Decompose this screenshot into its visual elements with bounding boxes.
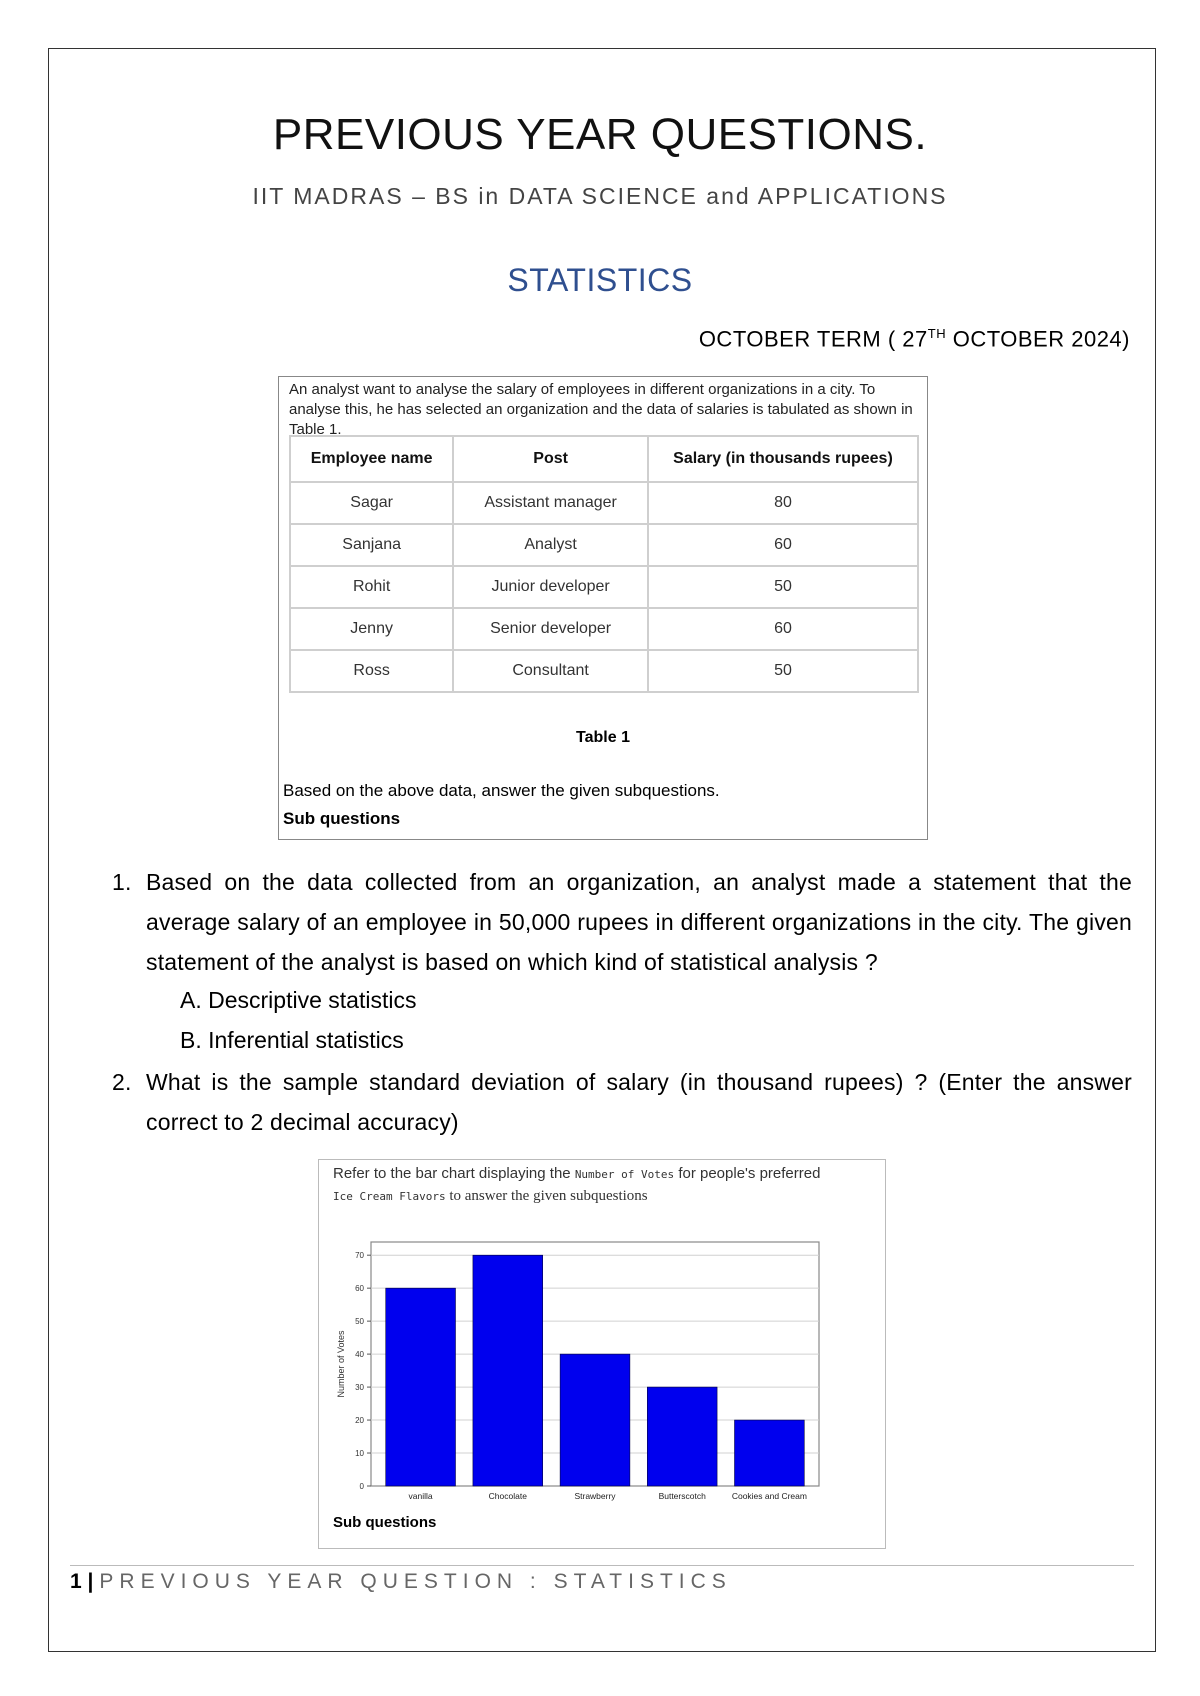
- salary-table: [289, 435, 919, 693]
- chart-excerpt: [318, 1159, 886, 1549]
- header-post: Post: [453, 436, 648, 482]
- question-1: [112, 862, 1132, 982]
- term-superscript: TH: [927, 326, 947, 341]
- page-title: PREVIOUS YEAR QUESTIONS.: [272, 110, 928, 159]
- option-b: B. Inferential statistics: [180, 1027, 404, 1053]
- table-row: [290, 608, 918, 650]
- term-suffix: OCTOBER 2024): [946, 326, 1130, 352]
- cell-salary: 50: [648, 650, 918, 692]
- header-employee-name: Employee name: [290, 436, 453, 482]
- intro-code-votes: Number of Votes: [574, 1168, 675, 1181]
- salary-intro: An analyst want to analyse the salary of employees in different organizations in a city. To analyse this, he has selected an organization and the data of salaries is tabulated as shown in Table 1.: [289, 381, 913, 438]
- cell-post: Senior developer: [453, 608, 648, 650]
- instructions-text: Based on the above data, answer the given subquestions.: [283, 781, 720, 800]
- intro-code-flavors: Ice Cream Flavors: [333, 1190, 446, 1203]
- term-prefix: OCTOBER TERM ( 27: [698, 326, 928, 352]
- header-salary: Salary (in thousands rupees): [648, 436, 918, 482]
- sub-questions-label: Sub questions: [283, 809, 401, 828]
- x-tick-label: Strawberry: [574, 1491, 616, 1501]
- y-tick-label: 20: [355, 1416, 364, 1426]
- y-tick-label: 10: [355, 1449, 364, 1459]
- bar-chart: [319, 1160, 887, 1550]
- cell-post: Junior developer: [453, 566, 648, 608]
- cell-name: Sagar: [290, 482, 453, 524]
- bar-vanilla: [386, 1288, 456, 1486]
- x-tick-label: Cookies and Cream: [731, 1491, 807, 1501]
- cell-salary: 80: [648, 482, 918, 524]
- salary-excerpt: [278, 376, 928, 840]
- intro-part-a: Refer to the bar chart displaying the: [333, 1165, 575, 1182]
- footer-text: PREVIOUS YEAR QUESTION : STATISTICS: [99, 1570, 732, 1593]
- cell-name: Ross: [290, 650, 453, 692]
- table-caption: Table 1: [576, 729, 630, 746]
- cell-post: Consultant: [453, 650, 648, 692]
- table-header-row: [290, 436, 918, 482]
- bar-strawberry: [560, 1354, 630, 1486]
- table-row: [290, 566, 918, 608]
- bar-butterscotch: [647, 1387, 717, 1486]
- y-tick-label: 70: [355, 1251, 364, 1261]
- cell-salary: 60: [648, 608, 918, 650]
- chart-sub-questions-label: Sub questions: [333, 1514, 437, 1531]
- y-axis-label: Number of Votes: [336, 1330, 346, 1398]
- subject-heading: STATISTICS: [507, 262, 693, 298]
- bar-chocolate: [473, 1255, 543, 1486]
- cell-post: Analyst: [453, 524, 648, 566]
- cell-name: Sanjana: [290, 524, 453, 566]
- question-number: 2.: [112, 1069, 132, 1095]
- x-tick-label: Chocolate: [488, 1491, 527, 1501]
- question-2: [112, 1062, 1132, 1142]
- y-tick-label: 50: [355, 1317, 364, 1327]
- cell-name: Jenny: [290, 608, 453, 650]
- question-text: What is the sample standard deviation of salary (in thousand rupees) ? (Enter the answer correct to 2 decimal accuracy): [146, 1069, 1132, 1135]
- page-number: 1 |: [70, 1570, 94, 1593]
- y-tick-label: 40: [355, 1350, 364, 1360]
- cell-name: Rohit: [290, 566, 453, 608]
- cell-salary: 60: [648, 524, 918, 566]
- x-tick-label: vanilla: [408, 1491, 433, 1501]
- table-row: [290, 650, 918, 692]
- question-text: Based on the data collected from an organization, an analyst made a statement that the average salary of an employee in 50,000 rupees in different organizations in the city. The given statement of the analyst is based on which kind of statistical analysis ?: [146, 869, 1132, 975]
- page-footer: [70, 1570, 732, 1594]
- table-row: [290, 524, 918, 566]
- y-tick-label: 30: [355, 1383, 364, 1393]
- intro-part-b: for people's preferred: [674, 1165, 821, 1182]
- y-tick-label: 0: [359, 1482, 364, 1491]
- term-line: [699, 326, 1130, 352]
- x-tick-label: Butterscotch: [658, 1491, 706, 1501]
- page-subtitle: IIT MADRAS – BS in DATA SCIENCE and APPLICATIONS: [252, 183, 948, 209]
- question-number: 1.: [112, 869, 132, 895]
- y-tick-label: 60: [355, 1284, 364, 1294]
- table-row: [290, 482, 918, 524]
- footer-rule: [70, 1565, 1134, 1566]
- cell-post: Assistant manager: [453, 482, 648, 524]
- option-a: A. Descriptive statistics: [180, 987, 417, 1013]
- cell-salary: 50: [648, 566, 918, 608]
- bar-cookies-and-cream: [735, 1420, 805, 1486]
- intro-part-c: to answer the given subquestions: [445, 1188, 648, 1204]
